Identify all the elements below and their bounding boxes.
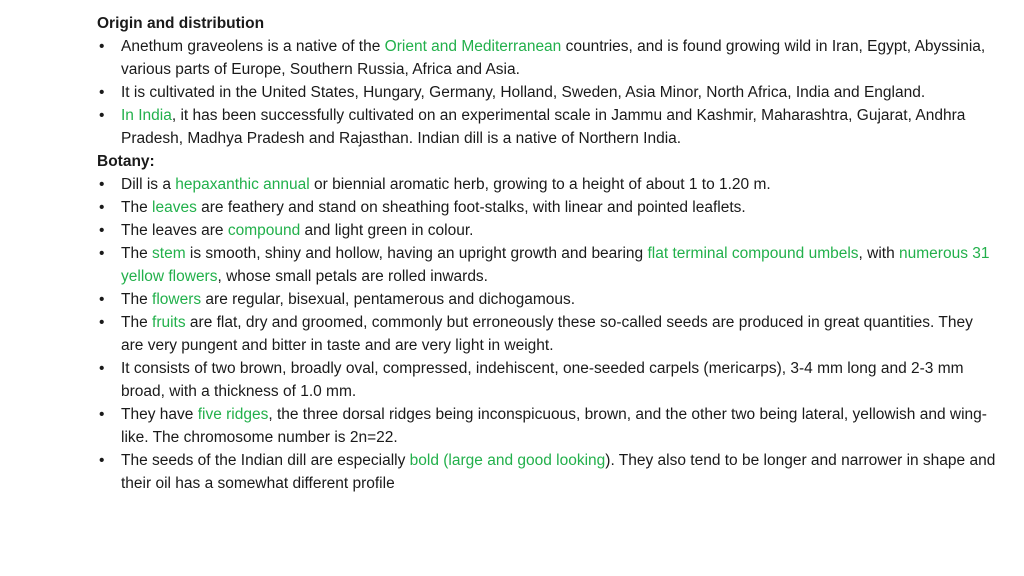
bullet-item — [97, 288, 997, 311]
highlighted-term: stem — [152, 245, 186, 262]
bullet-item — [97, 311, 997, 357]
text-run: It is cultivated in the United States, Hungary, Germany, Holland, Sweden, Asia Minor, North Africa, India and England. — [121, 84, 926, 101]
text-run: ). They also tend to be longer and narrower in shape and their oil has a somewhat different profile — [121, 452, 996, 492]
highlighted-term: leaves — [152, 199, 197, 216]
text-run: and light green in colour. — [300, 222, 474, 239]
highlighted-term: compound — [227, 222, 301, 239]
bullet-list — [97, 35, 997, 150]
text-run: , the three dorsal ridges being inconspicuous, brown, and the other two being lateral, yellowish and wing-like. The chromosome number is 2n=22. — [121, 406, 987, 446]
highlighted-term: hepaxanthic annual — [175, 176, 310, 193]
bullet-item — [97, 242, 997, 288]
text-run: is smooth, shiny and hollow, having an upright growth and bearing — [185, 245, 648, 262]
bullet-item — [97, 173, 997, 196]
slide-content — [97, 12, 997, 495]
bullet-list — [97, 173, 997, 495]
text-run: , with — [858, 245, 900, 262]
text-run: Dill is a — [121, 176, 176, 193]
section-origin — [97, 12, 997, 150]
section-heading: Origin and distribution — [97, 15, 265, 32]
text-run: , whose small petals are rolled inwards. — [217, 268, 488, 285]
text-run: or biennial aromatic herb, growing to a height of about 1 to 1.20 m. — [309, 176, 771, 193]
text-run: are flat, dry and groomed, commonly but erroneously these so-called seeds are produced in great quantities. They are very pungent and bitter in taste and are very light in weight. — [121, 314, 973, 354]
bullet-item — [97, 449, 997, 495]
highlighted-term: numerous 31 yellow flowers — [121, 245, 990, 285]
bullet-item — [97, 196, 997, 219]
bullet-item — [97, 81, 997, 104]
bullet-item — [97, 35, 997, 81]
text-run: The leaves are — [121, 222, 228, 239]
highlighted-term: bold (large and good looking — [409, 452, 606, 469]
text-run: It consists of two brown, broadly oval, compressed, indehiscent, one-seeded carpels (mericarps), 3-4 mm long and 2-3 mm broad, with a thickness of 1.0 mm. — [121, 360, 964, 400]
text-run: countries, and is found growing wild in Iran, Egypt, Abyssinia, various parts of Europe, Southern Russia, Africa and Asia. — [121, 38, 986, 78]
section-botany — [97, 150, 997, 495]
text-run: are regular, bisexual, pentamerous and dichogamous. — [201, 291, 576, 308]
text-run: are feathery and stand on sheathing foot-stalks, with linear and pointed leaflets. — [196, 199, 746, 216]
highlighted-term: flat terminal compound umbels — [647, 245, 859, 262]
bullet-item — [97, 104, 997, 150]
highlighted-term: flowers — [152, 291, 202, 308]
highlighted-term: In India — [121, 107, 172, 124]
text-run: The — [121, 314, 153, 331]
bullet-item — [97, 357, 997, 403]
bullet-item — [97, 219, 997, 242]
text-run: , it has been successfully cultivated on an experimental scale in Jammu and Kashmir, Maharashtra, Gujarat, Andhra Pradesh, Madhya Pradesh and Rajasthan. Indian dill is a native of Northern India. — [121, 107, 966, 147]
text-run: The — [121, 199, 153, 216]
text-run: The — [121, 245, 153, 262]
section-heading: Botany: — [97, 153, 155, 170]
highlighted-term: five ridges — [197, 406, 269, 423]
highlighted-term: Orient and Mediterranean — [384, 38, 562, 55]
text-run: They have — [121, 406, 198, 423]
text-run: Anethum graveolens is a native of the — [121, 38, 385, 55]
text-run: The seeds of the Indian dill are especially — [121, 452, 410, 469]
highlighted-term: fruits — [152, 314, 186, 331]
bullet-item — [97, 403, 997, 449]
text-run: The — [121, 291, 153, 308]
